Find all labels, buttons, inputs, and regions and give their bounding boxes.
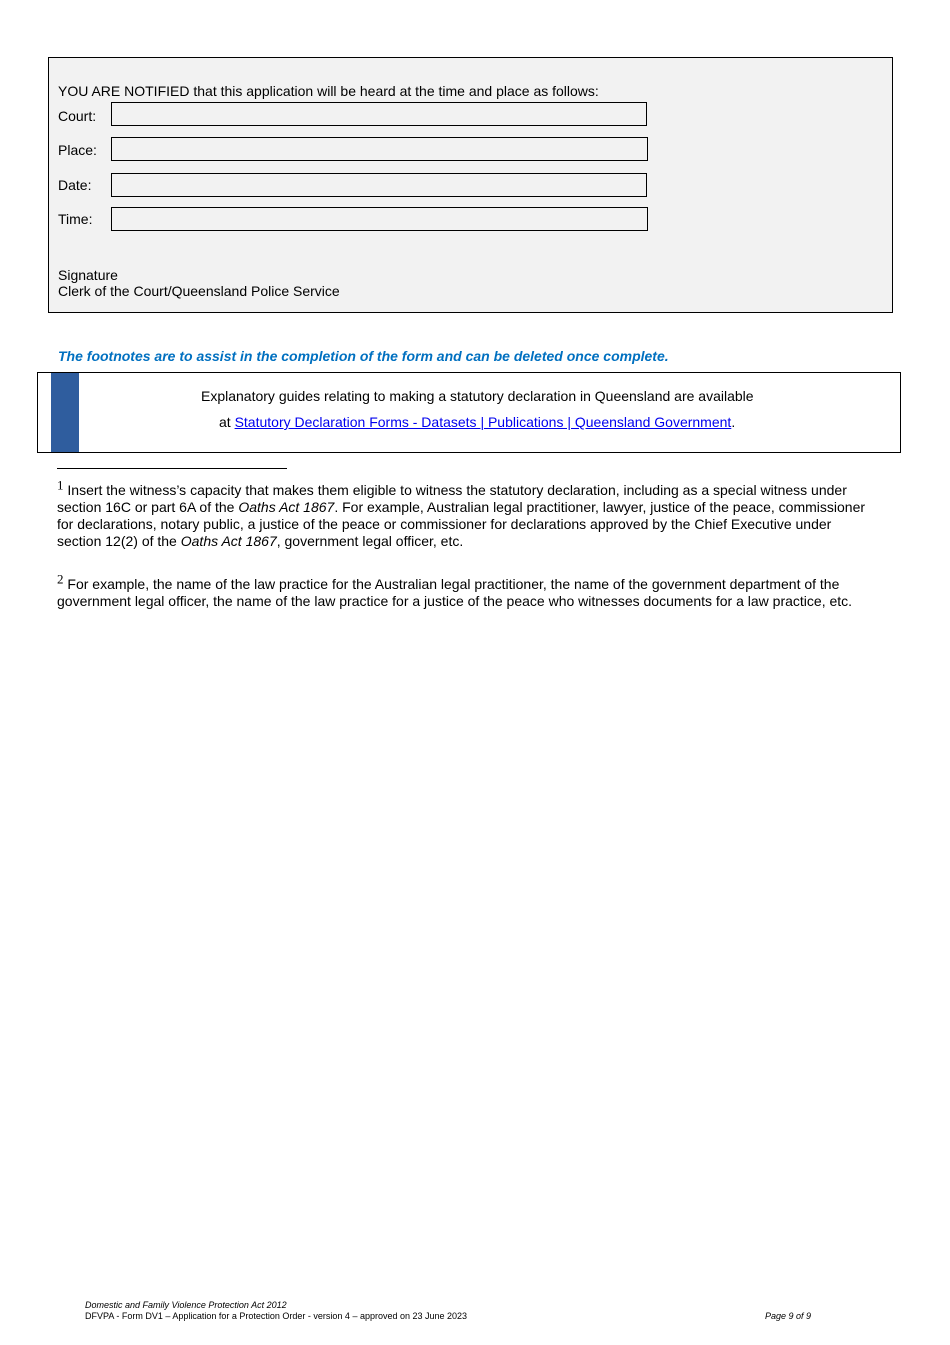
- footnote-1-number: 1: [57, 477, 64, 493]
- time-field[interactable]: [111, 207, 648, 231]
- footer-act-title: Domestic and Family Violence Protection Act 2012: [85, 1300, 287, 1310]
- footnote-note: The footnotes are to assist in the completion of the form and can be deleted once complete.: [58, 348, 669, 364]
- footnote-2-number: 2: [57, 571, 64, 587]
- hearing-notice-box: [48, 57, 893, 313]
- footnote-1-act-a: Oaths Act 1867: [238, 499, 335, 515]
- signature-label: Signature: [58, 267, 118, 283]
- place-field[interactable]: [111, 137, 648, 161]
- footnote-1: [57, 477, 877, 550]
- guide-link-line: [219, 414, 735, 430]
- footnote-1-text-c: , government legal officer, etc.: [276, 533, 464, 549]
- footer-form-info: DFVPA - Form DV1 – Application for a Protection Order - version 4 – approved on 23 June 2023: [85, 1311, 468, 1321]
- guide-accent-bar: [51, 373, 79, 452]
- footnote-1-text-b: . For example, Australian legal practitioner, lawyer, justice of the peace, commissioner for declarations, notary public, a justice of the peace or commissioner for declarations approved by the Chief Executive under section 12(2) of the: [57, 499, 866, 549]
- guide-link-prefix: at: [219, 414, 235, 430]
- statutory-declaration-link[interactable]: Statutory Declaration Forms - Datasets | Publications | Queensland Government: [234, 414, 732, 430]
- footnote-1-act-b: Oaths Act 1867: [180, 533, 277, 549]
- time-label: Time:: [58, 211, 93, 227]
- footnote-1-text-a: Insert the witness’s capacity that makes them eligible to witness the statutory declaration, including as a special witness under section 16C or part 6A of the: [57, 482, 847, 515]
- footnote-2: [57, 571, 877, 610]
- explanatory-guide-box: [37, 372, 901, 453]
- signature-title: Clerk of the Court/Queensland Police Service: [58, 283, 340, 299]
- footnote-2-text: For example, the name of the law practice for the Australian legal practitioner, the name of the government department of the government legal officer, the name of the law practice for a justice of the peace who witnesses documents for a law practice, etc.: [57, 576, 853, 609]
- court-label: Court:: [58, 108, 97, 124]
- place-label: Place:: [58, 142, 97, 158]
- court-field[interactable]: [111, 102, 647, 126]
- footer-page-number: Page 9 of 9: [765, 1311, 812, 1321]
- footnote-separator: [57, 468, 287, 469]
- date-label: Date:: [58, 177, 92, 193]
- notice-intro: YOU ARE NOTIFIED that this application will be heard at the time and place as follows:: [58, 83, 599, 99]
- guide-link-suffix: .: [731, 414, 736, 430]
- date-field[interactable]: [111, 173, 647, 197]
- guide-text: Explanatory guides relating to making a statutory declaration in Queensland are available: [201, 388, 754, 404]
